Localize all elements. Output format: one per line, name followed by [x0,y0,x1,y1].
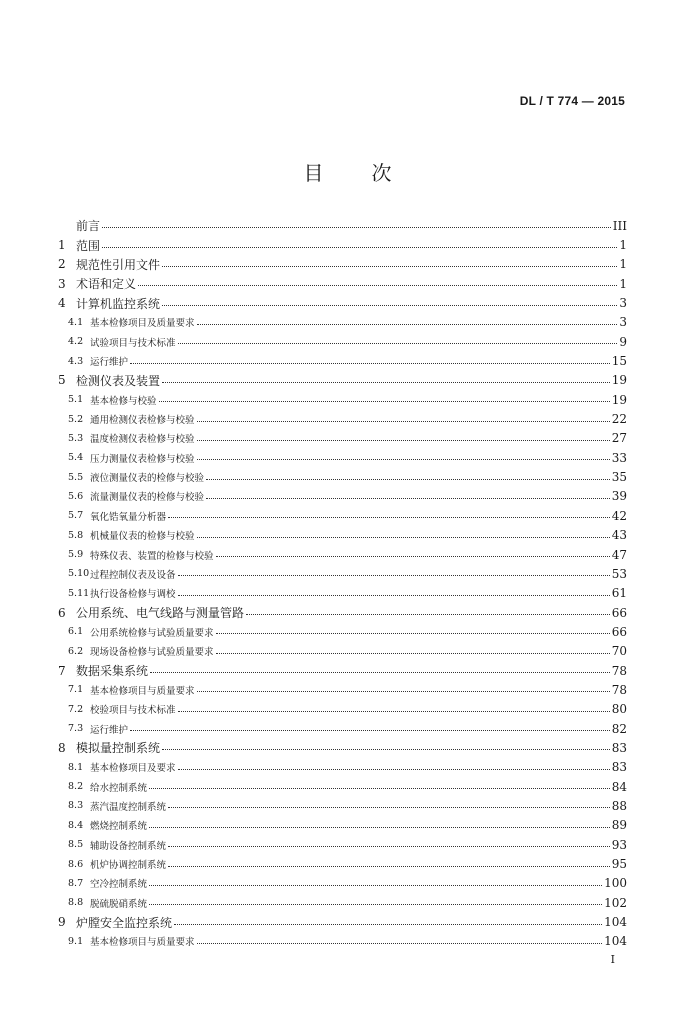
toc-entry-page: 43 [611,528,627,543]
dot-leader [130,730,610,731]
toc-entry-page: 22 [611,412,627,427]
dot-leader [149,904,602,905]
toc-entry-title: 温度检测仪表检修与校验 [90,434,195,446]
toc-entry-number: 8.1 [68,761,84,773]
toc-entry-number: 3 [58,276,66,291]
dot-leader [178,343,618,344]
dot-leader [216,556,610,557]
toc-entry-title: 公用系统、电气线路与测量管路 [76,606,245,621]
toc-entry-number: 4.2 [68,336,84,348]
toc-entry-page: 83 [611,740,627,755]
toc-entry-page: 27 [611,431,627,446]
toc-entry-page: 1 [619,257,627,272]
dot-leader [138,285,617,286]
toc-entry[interactable] [58,467,627,486]
standard-code: DL / T 774 — 2015 [519,94,625,108]
toc-entry-title: 过程控制仪表及设备 [90,569,176,581]
toc-entry-title: 基本检修项目与质量要求 [90,685,195,697]
toc-entry[interactable] [58,603,627,622]
dot-leader [178,769,610,770]
toc-entry[interactable] [58,622,627,641]
toc-entry-page: 70 [611,644,627,659]
dot-leader [206,498,610,499]
toc-entry-number: 9 [58,915,66,930]
toc-entry-number: 5.4 [68,452,84,464]
toc-entry-number: 5.3 [68,432,84,444]
toc-entry-page: 93 [611,837,627,852]
toc-entry-number: 7 [58,663,66,678]
toc-entry[interactable] [58,661,627,680]
toc-entry-title: 机炉协调控制系统 [90,860,167,872]
toc-entry[interactable] [58,545,627,564]
toc-entry[interactable] [58,680,627,699]
toc-entry-page: III [612,218,627,233]
toc-entry[interactable] [58,835,627,854]
toc-entry-title: 试验项目与技术标准 [90,337,176,349]
dot-leader [197,459,610,460]
toc-entry-title: 流量测量仪表的检修与校验 [90,492,205,504]
dot-leader [162,749,610,750]
toc-entry-page: 9 [619,334,627,349]
table-of-contents [58,216,627,951]
dot-leader [197,421,610,422]
toc-entry-number: 2 [58,257,66,272]
toc-entry-title: 蒸汽温度控制系统 [90,801,167,813]
dot-leader [159,401,610,402]
toc-entry[interactable] [58,719,627,738]
toc-entry-title: 基本检修与校验 [90,395,157,407]
toc-entry-title: 机械量仪表的检修与校验 [90,531,195,543]
dot-leader [178,595,610,596]
toc-entry-number: 8 [58,740,66,755]
toc-entry-title: 基本检修项目与质量要求 [90,937,195,949]
toc-entry-title: 特殊仪表、装置的检修与校验 [90,550,214,562]
toc-entry-number: 6 [58,605,66,620]
toc-entry-title: 运行维护 [90,357,129,369]
toc-entry-title: 规范性引用文件 [76,257,161,272]
toc-entry[interactable] [58,255,627,274]
toc-entry-page: 61 [611,586,627,601]
dot-leader [216,653,610,654]
toc-entry-title: 校验项目与技术标准 [90,705,176,717]
toc-entry-title: 范围 [76,238,101,253]
toc-entry[interactable] [58,932,627,951]
dot-leader [168,807,610,808]
toc-entry[interactable] [58,758,627,777]
toc-entry-number: 8.6 [68,858,84,870]
toc-entry-page: 102 [604,895,627,910]
dot-leader [150,672,610,673]
toc-entry-title: 空冷控制系统 [90,879,148,891]
dot-leader [197,440,610,441]
toc-entry-number: 5.5 [68,471,84,483]
toc-entry[interactable] [58,854,627,873]
toc-entry-title: 前言 [76,219,101,234]
toc-entry-title: 术语和定义 [76,277,137,292]
dot-leader [168,846,610,847]
toc-entry-number: 5.10 [68,568,90,580]
toc-entry-page: 3 [619,296,627,311]
toc-entry[interactable] [58,371,627,390]
toc-entry[interactable] [58,332,627,351]
toc-entry-title: 脱硫脱硝系统 [90,898,148,910]
toc-entry-page: 88 [611,798,627,813]
toc-entry-page: 82 [611,721,627,736]
dot-leader [149,827,610,828]
toc-entry[interactable] [58,235,627,254]
toc-entry-number: 5.8 [68,529,84,541]
toc-entry-page: 89 [611,818,627,833]
toc-entry-title: 公用系统检修与试验质量要求 [90,627,214,639]
toc-entry-page: 19 [611,392,627,407]
toc-entry-page: 1 [619,276,627,291]
toc-entry-page: 78 [611,663,627,678]
toc-entry[interactable] [58,390,627,409]
toc-entry-number: 7.2 [68,703,84,715]
toc-entry-page: 66 [611,605,627,620]
toc-entry[interactable] [58,351,627,370]
toc-entry-title: 数据采集系统 [76,664,149,679]
dot-leader [102,247,617,248]
toc-entry[interactable] [58,584,627,603]
toc-entry-page: 78 [611,682,627,697]
dot-leader [149,788,610,789]
dot-leader [168,517,610,518]
toc-entry[interactable] [58,216,627,235]
toc-entry-number: 5.11 [68,587,90,599]
toc-entry[interactable] [58,526,627,545]
toc-entry-number: 8.3 [68,800,84,812]
toc-entry-page: 35 [611,470,627,485]
dot-leader [102,227,611,228]
dot-leader [162,305,617,306]
toc-entry-number: 1 [58,238,66,253]
toc-entry-number: 5.6 [68,490,84,502]
toc-entry-number: 4.3 [68,355,84,367]
toc-entry[interactable] [58,293,627,312]
dot-leader [162,266,617,267]
toc-entry-number: 9.1 [68,935,84,947]
toc-entry[interactable] [58,274,627,293]
toc-entry-number: 6.1 [68,626,84,638]
toc-entry-number: 6.2 [68,645,84,657]
toc-entry-page: 100 [604,876,627,891]
toc-entry-page: 42 [611,508,627,523]
dot-leader [168,866,610,867]
toc-entry-title: 压力测量仪表检修与校验 [90,453,195,465]
toc-entry[interactable] [58,429,627,448]
toc-entry-number: 5.1 [68,394,84,406]
toc-entry-page: 3 [619,315,627,330]
toc-entry-number: 4.1 [68,316,84,328]
toc-entry-title: 燃烧控制系统 [90,821,148,833]
toc-entry-number: 8.4 [68,819,84,831]
toc-entry-title: 运行维护 [90,724,129,736]
toc-entry-number: 8.8 [68,897,84,909]
toc-entry-title: 液位测量仪表的检修与校验 [90,473,205,485]
toc-entry-number: 8.5 [68,839,84,851]
toc-entry-title: 执行设备检修与调校 [90,589,176,601]
toc-entry-page: 1 [619,238,627,253]
toc-entry-title: 计算机监控系统 [76,296,161,311]
toc-entry[interactable] [58,564,627,583]
toc-entry-number: 5 [58,373,66,388]
page-title: 目次 [303,161,440,185]
toc-entry-number: 5.2 [68,413,84,425]
toc-entry[interactable] [58,816,627,835]
toc-entry[interactable] [58,487,627,506]
toc-entry-title: 模拟量控制系统 [76,741,161,756]
toc-entry-page: 15 [611,354,627,369]
dot-leader [216,633,610,634]
toc-entry[interactable] [58,874,627,893]
toc-entry-page: 66 [611,624,627,639]
toc-entry[interactable] [58,738,627,757]
toc-entry[interactable] [58,893,627,912]
toc-entry[interactable] [58,409,627,428]
toc-entry-page: 39 [611,489,627,504]
dot-leader [149,885,602,886]
toc-entry-page: 53 [611,566,627,581]
toc-entry-title: 现场设备检修与试验质量要求 [90,647,214,659]
toc-entry-page: 104 [604,934,627,949]
toc-entry[interactable] [58,313,627,332]
dot-leader [246,614,610,615]
toc-entry[interactable] [58,700,627,719]
page-number: I [610,953,615,966]
dot-leader [178,575,610,576]
toc-entry[interactable] [58,448,627,467]
toc-entry-number: 5.7 [68,510,84,522]
dot-leader [174,924,602,925]
toc-entry-number: 7.1 [68,684,84,696]
dot-leader [162,382,610,383]
toc-entry-page: 95 [611,857,627,872]
toc-entry[interactable] [58,777,627,796]
toc-entry-page: 19 [611,373,627,388]
toc-entry[interactable] [58,796,627,815]
toc-entry-title: 通用检测仪表检修与校验 [90,415,195,427]
toc-entry-number: 8.2 [68,781,84,793]
dot-leader [206,479,610,480]
toc-entry[interactable] [58,642,627,661]
toc-entry-number: 8.7 [68,877,84,889]
dot-leader [130,363,610,364]
toc-entry-page: 84 [611,779,627,794]
dot-leader [197,537,610,538]
toc-entry-title: 检测仪表及装置 [76,373,161,388]
toc-entry-title: 基本检修项目及质量要求 [90,318,195,330]
toc-entry-number: 7.3 [68,723,84,735]
dot-leader [197,691,610,692]
toc-entry[interactable] [58,912,627,931]
toc-entry-page: 47 [611,547,627,562]
dot-leader [178,711,610,712]
toc-entry-title: 给水控制系统 [90,782,148,794]
dot-leader [197,324,618,325]
toc-entry-number: 4 [58,296,66,311]
toc-entry-title: 氧化锆氧量分析器 [90,511,167,523]
toc-entry-title: 辅助设备控制系统 [90,840,167,852]
toc-entry-number: 5.9 [68,549,84,561]
toc-entry-page: 80 [611,702,627,717]
toc-entry-page: 83 [611,760,627,775]
dot-leader [197,943,603,944]
toc-entry-page: 104 [604,915,627,930]
toc-entry-page: 33 [611,450,627,465]
toc-entry[interactable] [58,506,627,525]
toc-entry-title: 基本检修项目及要求 [90,763,176,775]
toc-entry-title: 炉膛安全监控系统 [76,915,173,930]
